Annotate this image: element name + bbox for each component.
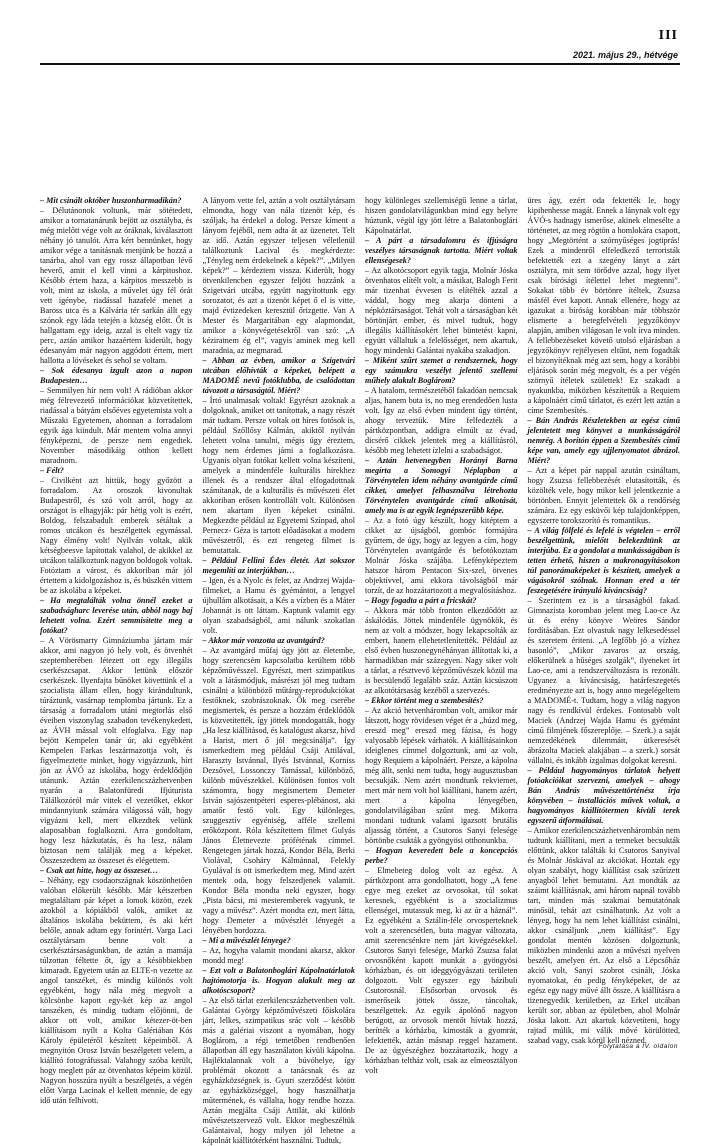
interview-question: – Csak azt hitte, hogy az összeset… <box>40 866 159 875</box>
interview-question: – Bán András Részletekben az egész című jelentetett meg könyvet a munkásságáról nemrég. A borítón éppen a Szembesítés című képe van, amely egy ujjlenyomatot ábrázol. Miért? <box>527 416 680 465</box>
interview-answer: – Akkora már több fronton elkezdődött az áskálódás. Jöttek mindenféle ügynökök, és nem az volt a módszer, hogy lekapcsolták az embert, hanem ellehetetlenítették. Például az első évben huszonegynéhányan állítottak ki, a harmadikban már százegyen. Nagy siker volt a tárlat, a résztvevő képzőművészek közül ma is becsülendő legalább száz. Aztán kicsúszott az alkotótársaság kezéből a szervezés. <box>365 606 518 695</box>
column-2 <box>203 196 356 1146</box>
interview-question: – Félt? <box>40 466 64 475</box>
interview-answer: – Az a fotó úgy készült, hogy kitéptem a cikket az újságból, gombóc formájúra gyűrtem, de úgy, hogy az legyen a cím, hogy Törvénytelen avantgárde és befotókoztam Molnár Jóska szájába. Lefényképeztem hatszor három Pentacon Six-szel, ötvenes objektívvel, ami ekkora távolságból már torzít, de az hozzátartozott a megvalósításhoz. <box>365 516 518 595</box>
continuation-note: Folytatása a IV. oldalon <box>598 1043 678 1050</box>
interview-question: – Sok édesanya izgult azon a napon Budapesten… <box>40 366 193 385</box>
interview-question: – Akkor már vonzotta az avantgárd? <box>202 636 325 645</box>
interview-answer: – Délutánonok voltunk, már sötétedett, amikor a tornatanárunk bejött az osztályba, és még mielőtt vége volt az óráknak, kiválasztott néhány jó tanulót. Arra kért bennünket, hogy amikor vége a tanításnak menjünk be hozzá a tanárba, ahol van egy rossz állapotban lévő heverő, amit el kell vinni a kárpitoshoz. Később értem haza, a kárpitos messzebb is volt, mint az iskola, a művelet úgy fél órát vett igénybe, riadással hazafelé menet a Baross utca és a Kálvária tér sarkán állt egy szónok egy láda tetején a község előtt. Őt is hallgattam egy ideig, azzal is eltelt vagy tíz perc, aztán amikor hazaértem kiderült, hogy édesanyám már nagyon aggódott értem, mert hallotta a lövéseket és sehol se voltam. <box>40 206 193 365</box>
interview-answer: üres ágy, ezért oda fektették le, hogy kipihenhesse magát. Ennek a lánynak volt egy ÁVÓ-s hadnagy ismerőse, akinek elmesélte a történetet, az meg rögtön a homlokára csapott, hogy „Megtörtént a szórnyűséges jogtiprás! Ezek a mindenről elfeledkező terroristák befektették ezt a szegény lányt a zárt osztályra, mit sem törődve azzal, hogy ilyet csak bírósági ítélettel lehet megtenni”. Sokakat több év börtönre ítéltek, Zsuzsa másfél évet kapott. Annak ellenére, hogy az igazukat a bíróság korábban már többször elismerte a betegfelvételi jegyzőkönyv alapján, amiben világosan le volt írva minden. A fellebbezéseket követő utolsó eljárásban a jegyzőkönyv rejtélyesen eltűnt, nem fogadták el bizonyítéknak még azt sem, hogy a korábbi eljárások során még megvolt, és a per végén szörnyű ítéletek születtek! Ez szakadt a nyakunkba, miközben készítettük a Requiem a kápolnáért című tárlatot, és ezért lett aztán a címe Szembesítés. <box>527 196 680 415</box>
interview-question: – Ekkor történt meg a szembesítés? <box>365 696 484 705</box>
column-3 <box>365 196 518 1146</box>
interview-answer: – Írtó unalmasak voltak! Egyrészt azoknak a dolgoknak, amiket ott tanítottak, a nagy részét már tudtam. Persze voltak ott híres fotósok is, például Szőllősy Kálmán, akiktől nyilván lehetett volna tanulni, mégis úgy éreztem, hogy nem érdemes járni a foglalkozásra. Ugyanis olyan fotókat kellett volna készíteni, amelyek a mindenféle kulturális hírekhez illenek és a rendszer által elfogadottnak számítanak, de a kulturális és művészeti élet akkoriban erősen kontrollált volt. Különösen nem akartam ilyen képeket csinálni. Megkezdte például az Egyetemi Színpad, ahol Pernecz- Géza is tartott előadásokat a modern művészetről, és ezt rengeteg filmet is bemutattak. <box>202 396 355 555</box>
interview-answer: – Semmilyen hír nem volt! A rádióban akkor még félrevezető információkat közvetítettek, riadással a bátyám elsőéves egyetemista volt a Műszaki Egyetemen, ahonnan a forradalom egyik ága kiindult. Már mentem volna annyi fényképezni, de persze nem engedtek. November másodikáig otthon kellett maradnom. <box>40 386 193 465</box>
interview-question: – Mi a művészlét lényege? <box>202 936 291 945</box>
page-number: III <box>658 28 678 43</box>
interview-question: – Ezt volt a Balatonboglári Kápolnatárlatok hajtómotorja is. Hogyan alakult meg az alkotóscsoport? <box>202 966 355 995</box>
interview-question: – Mit csinált október huszonharmadikán? <box>40 196 182 205</box>
interview-question: – Hogyan keveredett bele a koncepciós perbe? <box>365 846 518 865</box>
interview-question: – Hogy fogadta a párt a fricskát? <box>365 596 477 605</box>
header-rule <box>40 63 680 65</box>
interview-answer: – Azt a képet pár nappal azután csináltam, hogy Zsuzsa fellebbezését elutasították, és közölték vele, hogy mikor kell jelentkeznie a börtönben. Ennyit jelentettek ők a rendőrség számára. Ez egy esküvői kép tulajdonképpen, egyszerre torokszorító és romantikus. <box>527 466 680 525</box>
interview-question: – Ha megtalálták volna önnél ezeket a szabadságharc leverése után, abból nagy baj lehetett volna. Ezért semmisítette meg a fotókat? <box>40 596 193 635</box>
column-4 <box>528 196 681 1146</box>
interview-question: – Aztán hetvenegyben Horányi Barna megírta a Somogyi Néplapban a Törvénytelen idem néhány avantgárde című cikket, amelyet felhasználva létrehozta Törvénytelen avantgárde című alkotását, amely ma is az egyik legnépszerűbb képe. <box>365 456 518 515</box>
interview-question: – Miként szűrt szemet a rendszernek, hogy egy számukra veszélyt jelentő szellemi műhely alakult Boglárom? <box>365 356 518 385</box>
interview-answer: – Az első tárlat ezerkilencszázhetvenben volt. Galántai György képzőművészeti főiskolára járt, lelkes, szimpatikus srác volt – később más a galériai viszont a nyomában, hogy Boglárom, a régi temetőben rendbenően állapotban áll egy használaton kívüli kápolna. Hajléktalannak volt a búvóhelye, így problémát okozott a tanácsnak és az egyházközségnek is. Gyuri szerződést kötött az egyházközséggel, hogy használhatja műtermének, és vállalta, hogy rendbe hozza. Aztán megjálta Csáji Attilát, aki különb művészetszervező volt. Ekkor megbeszéltük Galántaival, hogy milyen jól lehetne a kápolnát kiállítótérként használni. Tudtuk, <box>202 996 355 1145</box>
interview-answer: – Elmebeteg dolog volt az egész. A pártközpont arra gondolhatott, hogy „A fene egye meg ezeket az orvosokat, túl sokat keresnek, egyébként is a szocializmus ellenségei, mutassuk meg, ki az úr a háznál”. Ez egyébként a Sztálin-féle orvosperteknek volt a szerencsétlen, buta magyar változata, amit szerencsénkre nem járt kivégzésekkel. Csutoros Sanyi felesége, Markó Zsuzsa falat orvosnőként kapott munkát a gyöngyösi kórházban, és ott ideggyógyászati területen dolgozott. Volt egyszer egy házibuli Csutorosnál. Elsősorban orvosok és ismerőseik jöttek össze, táncoltak, beszélgettek. Az egyik ápolónő nagyon berúgott, az orvosok mentőt hívtak hozzá, berítték a kórházba, kimosták a gyomrát, lefektették, aztán másnap reggel hazament. De az ügyészéghez hozzátartozik, hogy a kórházban teltház volt, csak az elmeosztályon volt <box>365 866 518 1075</box>
interview-answer: – Az alkotócsoport egyik tagja, Molnár Jóska ötvenhatos elítélt volt, a másikat, Balogh Ferit már tizenhat évvesen is elítélték azzal a váddal, hogy meg akarja dönteni a népköztársaságot. Tehát volt a társaságban két börtönjárt ember, és mivel tudtuk, hogy illegális kiállításokért lehet büntetést kapni, együtt vállaltuk a felelősséget, nem akartuk, hogy mindenki Galántai nyakába szakadjon. <box>365 266 518 355</box>
interview-question: – Abban az évben, amikor a Szigetvári utcában előhívták a képeket, belépett a MADOMÉ nevű fotóklubba, de csalódottan távozott a társaságtól. Miért? <box>202 356 355 395</box>
column-1 <box>40 196 193 1146</box>
interview-answer: – Amikor ezerkilencszázhetvenhárombán nem tudtunk kiállítani, mert a termeket becsukták előttünk, akkor találták ki Csutoros Sanyival és Molnár Jóskával az akciókat. Hoztak egy olyan szabályt, hogy kiállítást csak szűrízett anyagból lehet bemutatni. Azt mondták az száimt kiállításnak, ami három napnál tovább tart, minden más szakmai bemutatónak minősül, tehát azt csinálhatunk. Az volt a lényeg, hogy ha nem lehet kiállítást csinálni, akkor csináljunk „nem kiállítást”. Egy gondolat mentén közösen dolgoztunk, miközben mindenki azon a művészi nyelven beszélt, amelyen ért. Az első a Lépcsőház akció volt, Sanyi szobrot csinált, Jóska nyomatokat, én pedig fényképeket, de az egész egy nagy művé állt össze. A kiállításra a tizenegyedik kerületben, az Erkel utcában került sor, abban az épületben, ahol Molnár Jóska lakott. Azt akartuk közvetíteni, hogy rajtad múlik, mi válik mővé körülötted, szabad vagy, csak körül kell nézned. <box>527 826 680 1045</box>
interview-answer: – Igen, és a Nyolc és felet, az Andrzej Wajda-filmeket, a Hamu és gyémántot, a lengyel újhullám alkotásait, a Kés a vízben és a Máter Johannát is ott láttam. Kaptunk valamit egy olyan szabadságból, ami nálunk szokatlan volt. <box>202 576 355 635</box>
interview-question: – A párt a társadalomra és ifjúságra veszélyes társaságnak tartotta. Miért voltak ellenségesek? <box>365 236 518 265</box>
interview-answer: – Civilként azt hittük, hogy győzött a forradalom. Az oroszok kivonultak Budapestről, és szó volt arról, hogy az országot is elhagyják: pár hétig volt is ezért, Boldog, felszabadult emberek sétáltak a romos utcákon és beszélgettek egymással. Nagy élmény volt! Nyilván voltak, akik kétségbeesve lapítottak valahol, de akikkel az utcákon találkoztunk nagyon boldogok voltak. Fotóztam a várost, és akkoriban már jól értettem a kidolgozáshoz is, és büszkén vittem be az iskolába a képeket. <box>40 476 193 595</box>
interview-answer: – Néhány, egy csodaországnak köszönhetően valóban előkerült később. Már kétszerben megtaláltam pár képet a lomok között, ezek azokból a kópiákból valók, amiket az általános iskolába beküttem, és aki kért belőle, annak adtam egy forintért. Varga Laci osztálytársam benne volt a cserkésztársaságunkban, de aztán a mamája túlzottan féltette őt, így a késöbbiekben kimaradt. Egyetem után az ELTE-n vezette az angol tanszéket, és mindig különös volt egyébként, hogy nála még megvolt a kölcsönbe kapott egy-két kép az angol tanszéken, és mindig tudtam előjönni, de akkor ott volt, amikor kétezer-öt-ben kiállításom nyílt a Kolta Galériában Kós Károly épületéről készített képeimből. A megnyitón Orosz István beszélgetett velem, a kiállító fotográfussal. Valahogy szóba került, hogy meglett pár az ötvenhatos képeim közül. Nagyon hosszúra nyúlt a beszélgetés, a végén előtt Varga Lacinak el kellett mennie, de egy idő után felhívott. <box>40 876 193 1105</box>
interview-answer: hogy különleges szellemiségű lenne a tárlat, hiszen gondolatvilágunkban mind egy helyre húztunk, végül így jött létre a Balatonboglári Kápolnatárlat. <box>365 196 518 235</box>
interview-answer: – Szerintem ez is a társaságból fakad. Gimnazista koromban jelent meg Lao-ce Az út és erény könyve Weöres Sándor fordításában. Ezt olvastuk nagy lelkesedéssel és szeretem ériteni. „A legfőbb jó a vízhez hasonló”, „Mikor zavaros az ország, előkerülnek a hűséges szolgák”, ilyeneket írt Lao-ce, ami a rendszerváltozásra is rezonált. Ugyanez a kíváncsiság, határfeszegetés eredményezte azt is, hogy anno megelégeltem a MADOMÉ-t. Tudtam, hogy a világ nagyon nagy és rendkívül érdekes. Fontosabb volt Maciek (Andrzej Wajda Hamu és gyémánt című filmjének főszereplője. – Szerk.) a saját nemzedékének dilemmáit, útkeresését ábrázolta Maciek alakjában – a szerk.) sorsát vállalni, és inkább ízgalmas dolgokat keresni. <box>527 596 680 765</box>
issue-date: 2021. május 29., hétvége <box>572 50 678 60</box>
interview-question: – Például hagyományos tárlatok helyett fotóakcióikat szervezni, amelyek – ahogy Bán András művészettörténész írja könyvében – installációs művek voltak, a hagyományos kiállítótermen kívüli terek egyszerű átformálásai. <box>527 766 680 825</box>
interview-answer: A lányom vette fel, aztán a volt osztálytársam elmondta, hogy van nála tizenöt kép, és szóljak, ha érdekel a dolog. Persze kíment a lányom fejéből, nem adta át az üzenetet. Telt az idő. Aztán egyszer teljesen véletlenül találkoztunk Lacival és megkérdezte: „Tényleg nem érdekelnek a képek?”. „Milyen képek?” – kérdeztem vissza. Kiderült, hogy ötvenkilencben egyszer feljött hozzánk a Szigetvári utcába, együtt nagyítottunk egy sorozatot, és azt a tizenöt képet ő el is vitte, majd évtizedeken keresztül őrizgette. Van A Mester és Margaritában egy alapmondat, amikor a könyvégetésekről van szó: „A kéziratnem ég el”, vagyis aminek meg kell maradnia, az megmarad. <box>202 196 355 355</box>
interview-answer: – Az, hogyha valamit mondani akarsz, akkor mondd meg! <box>202 946 355 965</box>
interview-answer: – A hatalom, természetéből fakadóan nemcsak aljas, hanem buta is, no meg erendedően lusta volt. Így az első évben mindent úgy történt, ahogy terveztük. Mire felfedezték a pártközpontban, addigra elmúlt az évad, dicsérő cikkek jelentek meg a kiállításról, később meg lehetett ízlelni a szabadságot. <box>365 386 518 455</box>
interview-question: – A világ fölfelé és lefelé is végtelen – erről beszélgettünk, mielőtt belekezdtünk az interjúba. Ez a gondolat a munkásságában is tetten érhető, hiszen a makronagyításokon túl panorámaképeket is készített, amelyek a vágásokról szólnak. Honnan ered a tér feszegetésére irányuló kíváncsiság? <box>527 526 680 595</box>
interview-answer: – Az avantgárd műfaj úgy jött az életembe, hogy szerencsém kapcsolatba kerültem több képzőművésszel. Egyrészt, mert szimpatikus volt a látásmódjuk, másrészt jól meg tudtam csinálni a különböző műtárgy-reprodukciókat festőknek, szobrászoknak. Ők meg cserébe megismertek, és persze a hozzám érdeklődők is közvetítették, így jöttek mondogatták, hogy „Ha lesz kiállításod, és katalógust akarsz, hívd a Harist, mert ő jól megcsinálja”. Így ismerkedtem meg például Csáji Attilával, Haraszty Istvánnal, Ilyés Istvánnal, Korniss Dezsővel, Lossonczy Tamással, különböző, különb művészekkel. Különösen fontos volt számomra, hogy megismertem Demeter István sajószentpéteri esperes-plébánost, aki amatőr festő volt. Egy különleges, szuggesztív egyéniség, afféle szellemi erőközpont. Róla készítettem filmet Gulyás János Életnevezte próféténak címmel. Rengetegen jártak hozzá, Kondor Béla, Berki Violával, Csoháry Kálmánnal, Felekly Gyulával is ott ismerkedtem meg. Mind azért mentek oda, hogy felszedjenek valamit. Kondor Béla mondta neki egyszer, hogy „Pista bácsi, mi mesteremberek vagyunk, te vagy a művész”. Azért mondta ezt, mert látta, hogy Demeter a művészlét lényegét a lényében hordozza. <box>202 646 355 935</box>
interview-answer: – Az akció hetvenháromban volt, amikor már látszott, hogy rövidesen véget ér a „húzd meg, ereszd meg” ereszd meg fázisa, és hogy valyosabb lépések várhatók. A kiállításainkon ideiglenes címmel dolgoztunk, ami az volt, hogy Requiem a kápolnáért. Persze, a kápolna még állt, senki nem tudta, hogy augusztusban becsukják. Nem azért mondtunk rekviemet, mert már nem volt hol kiállítani, hanem azért, mert a kápolna lényegében, gondolatvilágában szűnt meg. Mikorra mondani tudtunk valami igazsott brutális aljasság történt, a Csutoros Sanyi felesége börtönbe csukták a gyöngyösi otthonunkba. <box>365 706 518 845</box>
interview-answer: – A Vörösmarty Gimnáziumba jártam már akkor, ami nagyon jó hely volt, és ötvenhét szeptemberében létezett ott egy illegális cserkészcsapat. Akkor lettünk először cserkészek. Ilyenfajta bűnöket követtünk el a szocialista állam ellen, hogy kirándultunk, túráztunk, vasárnap templomba jártunk. Ez a társaság a forradalom utáni megtorlás első éveiben viszonylag szabadon tevékenykedett, az ÁVH mással volt elfoglalva. Egy nap bejött Kempelen tanár úr, aki egyébként Kempelen Farkas leszármazottja volt, és figyelmeztette minket, hogy vigyázzunk, hírt jön az ÁVÓ az iskolába, hogy érdeklődjön utánunk. Aztán ezerkilencszázhetvenben nyarán a Balatonfüredi Ifjúturista Tálálkozóról már vittek el vezetőket, ekkor mindannyiunk számára világossá vált, hogy vigyázni kell, mert elkezdtek velünk alaposabban foglalkozni. Arra gondoltam, hogy lesz házkutatás, és ha lesz, nálam biztosan nem találják meg a képeket. Összeszedtem az összeset és elégettem. <box>40 636 193 865</box>
interview-question: – Például Fellini Édes életét. Azt sokszor megemlíti az interjúkban… <box>202 556 355 575</box>
